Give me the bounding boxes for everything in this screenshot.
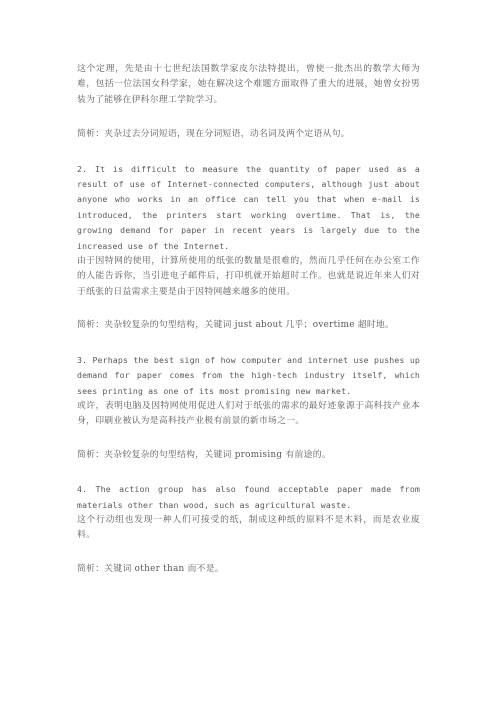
sentence-2-english: 2. It is difficult to measure the quantity of paper used as a result of use of Internet-connected computers, although just about anyone who works in an office can tell you that when e-mail is introduced, the printers start working overtime. That is, the growing demand for paper in recent years is largely due to the increased use of the Internet. [77,163,420,251]
sentence-4-english: 4. The action group has also found acceptable paper made from materials other than wood, such as agricultural waste. [77,484,420,510]
document-page [77,62,420,577]
sentence-4-translation: 这个行动组也发现一种人们可接受的纸，制成这种纸的原料不是木料，而是农业废料。 [77,514,420,541]
sentence-3-analysis: 简析：夹杂较复杂的句型结构，关键词 promising 有前途的。 [77,449,331,460]
spacer [77,463,420,482]
sentence-3-translation: 或许，表明电脑及因特网使用促进人们对于纸张的需求的最好迹象源于高科技产业本身，印刷业被认为是高科技产业极有前景的新市场之一。 [77,400,420,427]
spacer [77,108,420,127]
sentence-3-english: 3. Perhaps the best sign of how computer and internet use pushes up demand for paper comes from the high-tech industry itself, which sees printing as one of its most promising new market. [77,354,420,396]
spacer [77,300,420,318]
sentence-2-translation: 由于因特网的使用，计算所使用的纸张的数量是很难的，然而几乎任何在办公室工作的人能告诉你，当引进电子邮件后，打印机就开始超时工作。也就是说近年来人们对于纸张的日益需求主要是由于因特网越来越多的使用。 [77,256,420,297]
sentence-item-2 [77,162,420,334]
spacer [77,334,420,353]
sentence-item-4 [77,482,420,577]
sentence-2-analysis: 简析：夹杂较复杂的句型结构，关键词 just about 几乎；overtime 超时地。 [77,320,395,331]
spacer [77,143,420,162]
intro-translation: 这个定理，先是由十七世纪法国数学家皮尔法特提出，曾使一批杰出的数学大师为难，包括一位法国女科学家，她在解决这个难题方面取得了重大的进展，她曾女扮男装为了能够在伊科尔理工学院学习。 [77,64,420,105]
sentence-4-analysis: 简析：关键词 other than 而不是。 [77,563,224,574]
spacer [77,544,420,562]
sentence-item-3 [77,353,420,463]
intro-analysis: 简析：夹杂过去分词短语，现在分词短语，动名词及两个定语从句。 [77,129,350,140]
spacer [77,430,420,448]
